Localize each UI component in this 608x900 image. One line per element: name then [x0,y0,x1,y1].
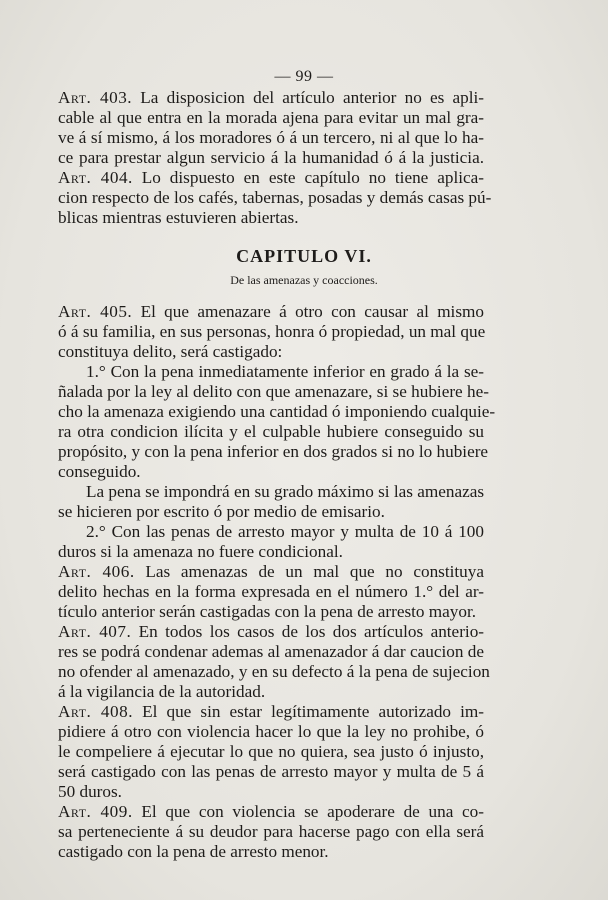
page-number: — 99 — [274,68,334,85]
text-line [58,322,484,342]
line-text: 50 duros. [58,782,122,801]
text-line [58,702,484,722]
chapter-title: CAPITULO VI. [236,246,372,266]
line-text: constituya delito, será castigado: [58,342,283,361]
line-text: ó á su familia, en sus personas, honra ó propiedad, un mal que [58,322,486,341]
text-line [58,188,492,208]
line-text: propósito, y con la pena inferior en dos grados si no lo hubiere [58,442,489,461]
line-text: La pena se impondrá en su grado máximo si las amenazas [86,482,485,501]
article-number: Art. 405. [58,302,133,321]
text-line [58,442,489,462]
line-text: duros si la amenaza no fuere condicional. [58,542,343,561]
text-line [58,422,484,442]
text-line [58,602,484,622]
line-text: ra otra condicion ilícita y el culpable hubiere conseguido su [58,422,484,441]
text-line [58,722,484,742]
line-text: sa perteneciente á su deudor para hacerse pago con ella será [58,822,484,841]
text-line [58,302,484,322]
text-block-articles-405-409 [58,302,496,862]
line-text: no ofender al amenazado, y en su defecto á la pena de sujecion [58,662,490,681]
line-text: cho la amenaza exigiendo una cantidad ó imponiendo cualquie- [58,402,496,421]
text-line [58,622,484,642]
article-number: Art. 403. [58,88,133,107]
text-line [58,402,496,422]
text-line [58,642,484,662]
line-text: le compeliere á ejecutar lo que no quiera, sea justo ó injusto, [58,742,484,761]
article-number: Art. 409. [58,802,133,821]
line-text: 1.° Con la pena inmediatamente inferior en grado á la se- [86,362,484,381]
line-text: será castigado con las penas de arresto mayor y multa de 5 á [58,762,484,781]
chapter-subtitle: De las amenazas y coacciones. [230,273,378,287]
line-text: 2.° Con las penas de arresto mayor y multa de 10 á 100 [86,522,484,541]
text-line [58,342,484,362]
text-line [58,542,484,562]
line-text: tículo anterior serán castigadas con la pena de arresto mayor. [58,602,477,621]
line-text: ñalada por la ley al delito con que amenazare, si se hubiere he- [58,382,489,401]
line-text: El que amenazare á otro con causar al mismo [132,302,484,321]
article-number: Art. 406. [58,562,135,581]
text-line [58,88,484,108]
line-text: castigado con la pena de arresto menor. [58,842,329,861]
line-text: El que sin estar legítimamente autorizado im- [133,702,484,721]
text-line [58,822,484,842]
text-line [58,762,484,782]
text-line [58,502,484,522]
line-text: Lo dispuesto en este capítulo no tiene aplica- [132,168,484,187]
text-line [58,382,489,402]
text-line [58,522,484,542]
text-block-articles-403-404 [58,88,492,228]
text-line [58,168,484,188]
text-line [58,682,484,702]
line-text: En todos los casos de los dos artículos anterio- [131,622,485,641]
text-line [58,128,484,148]
text-line [58,108,484,128]
line-text: Las amenazas de un mal que no constituya [134,562,484,581]
text-line [58,208,484,228]
line-text: ve á sí mismo, á los moradores ó á un tercero, ni al que lo ha- [58,128,484,147]
article-number: Art. 408. [58,702,133,721]
text-line [58,802,484,822]
text-line [58,362,484,382]
text-line [58,482,484,502]
line-text: delito hechas en la forma expresada en el número 1.° del ar- [58,582,484,601]
line-text: á la vigilancia de la autoridad. [58,682,266,701]
line-text: se hicieren por escrito ó por medio de emisario. [58,502,385,521]
text-line [58,662,490,682]
line-text: cion respecto de los cafés, tabernas, posadas y demás casas pú- [58,188,492,207]
line-text: ce para prestar algun servicio á la humanidad ó á la justicia. [58,148,484,167]
line-text: La disposicion del artículo anterior no es apli- [132,88,484,107]
line-text: El que con violencia se apoderare de una co- [132,802,484,821]
text-line [58,782,484,802]
line-text: res se podrá condenar ademas al amenazador á dar caucion de [58,642,484,661]
article-number: Art. 404. [58,168,133,187]
text-line [58,582,484,602]
line-text: conseguido. [58,462,141,481]
text-line [58,562,484,582]
text-line [58,742,484,762]
text-line [58,462,484,482]
line-text: cable al que entra en la morada ajena para evitar un mal gra- [58,108,484,127]
line-text: pidiere á otro con violencia hacer lo que la ley no prohibe, ó [58,722,484,741]
text-line [58,842,484,862]
line-text: blicas mientras estuvieren abiertas. [58,208,299,227]
text-line [58,148,484,168]
article-number: Art. 407. [58,622,132,641]
